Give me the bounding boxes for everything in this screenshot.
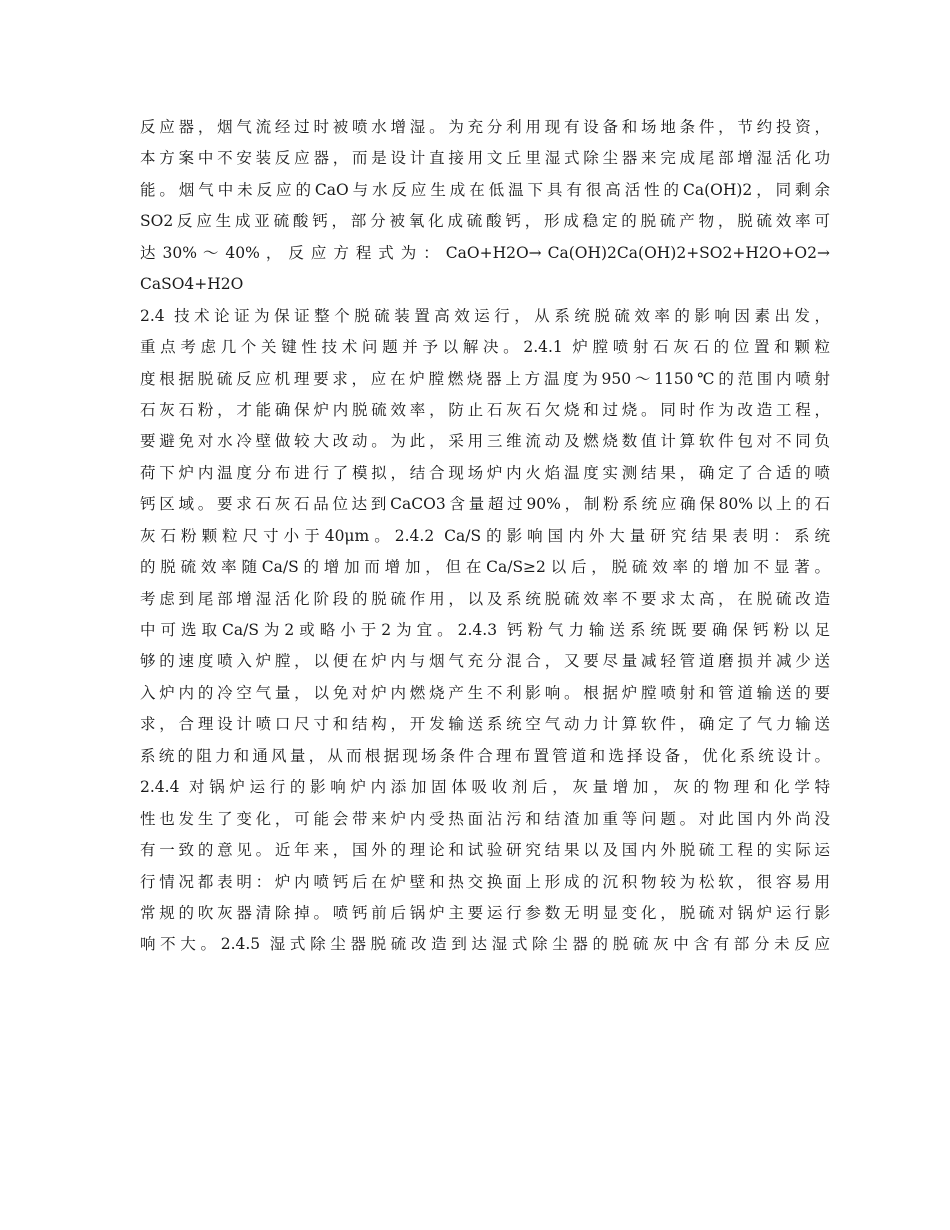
- text-line: 反应器，烟气流经过时被喷水增湿。为充分利用现有设备和场地条件，节约投资，: [140, 118, 830, 136]
- text-line: 要避免对水冷壁做较大改动。为此，采用三维流动及燃烧数值计算软件包对不同负: [140, 432, 830, 451]
- text-line: 系统的阻力和通风量，从而根据现场条件合理布置管道和选择设备，优化系统设计。: [140, 746, 830, 765]
- text-line: 重点考虑几个关键性技术问题并予以解决。2.4.1 炉膛喷射石灰石的位置和颗粒: [140, 338, 830, 357]
- text-line: 2.4.4 对锅炉运行的影响炉内添加固体吸收剂后，灰量增加，灰的物理和化学特: [140, 778, 830, 797]
- text-line: 度根据脱硫反应机理要求，应在炉膛燃烧器上方温度为950～1150℃的范围内喷射: [140, 369, 830, 388]
- text-line: 灰石粉颗粒尺寸小于40μm。2.4.2 Ca/S的影响国内外大量研究结果表明：系统: [140, 526, 830, 545]
- text-line: 考虑到尾部增湿活化阶段的脱硫作用，以及系统脱硫效率不要求太高，在脱硫改造: [140, 589, 830, 608]
- text-line: 本方案中不安装反应器，而是设计直接用文丘里湿式除尘器来完成尾部增湿活化功: [140, 149, 830, 168]
- body-text: [140, 112, 830, 961]
- text-line: 2.4 技术论证为保证整个脱硫装置高效运行，从系统脱硫效率的影响因素出发，: [140, 306, 830, 325]
- text-line: 中可选取Ca/S为2或略小于2为宜。2.4.3 钙粉气力输送系统既要确保钙粉以足: [140, 621, 830, 639]
- text-line: 能。烟气中未反应的CaO与水反应生成在低温下具有很高活性的Ca(OH)2，同剩余: [140, 180, 830, 199]
- text-line: 的脱硫效率随Ca/S的增加而增加，但在Ca/S≥2以后，脱硫效率的增加不显著。: [140, 558, 830, 577]
- text-line: 钙区域。要求石灰石品位达到CaCO3含量超过90%，制粉系统应确保80%以上的石: [140, 495, 830, 514]
- text-line: 行情况都表明：炉内喷钙后在炉壁和热交换面上形成的沉积物较为松软，很容易用: [140, 872, 830, 891]
- text-line: 荷下炉内温度分布进行了模拟，结合现场炉内火焰温度实测结果，确定了合适的喷: [140, 463, 830, 482]
- text-line: 响不大。2.4.5 湿式除尘器脱硫改造到达湿式除尘器的脱硫灰中含有部分未反应: [140, 935, 830, 954]
- text-line: SO2反应生成亚硫酸钙，部分被氧化成硫酸钙，形成稳定的脱硫产物，脱硫效率可: [140, 212, 830, 231]
- text-line: CaSO4+H2O: [140, 275, 244, 294]
- text-line: 入炉内的冷空气量，以免对炉内燃烧产生不利影响。根据炉膛喷射和管道输送的要: [140, 683, 830, 702]
- text-line: 够的速度喷入炉膛，以便在炉内与烟气充分混合，又要尽量减轻管道磨损并减少送: [140, 652, 830, 671]
- text-line: 有一致的意见。近年来，国外的理论和试验研究结果以及国内外脱硫工程的实际运: [140, 841, 830, 860]
- text-line: 常规的吹灰器清除掉。喷钙前后锅炉主要运行参数无明显变化，脱硫对锅炉运行影: [140, 903, 830, 922]
- text-line: 性也发生了变化，可能会带来炉内受热面沾污和结渣加重等问题。对此国内外尚没: [140, 809, 830, 828]
- text-line: 求，合理设计喷口尺寸和结构，开发输送系统空气动力计算软件，确定了气力输送: [140, 715, 830, 734]
- text-line: 石灰石粉，才能确保炉内脱硫效率，防止石灰石欠烧和过烧。同时作为改造工程，: [140, 400, 830, 419]
- text-line: 达 30% ～ 40% ， 反 应 方 程 式 为 ： CaO+H2O→ Ca(OH)2Ca(OH)2+SO2+H2O+O2→: [140, 243, 830, 262]
